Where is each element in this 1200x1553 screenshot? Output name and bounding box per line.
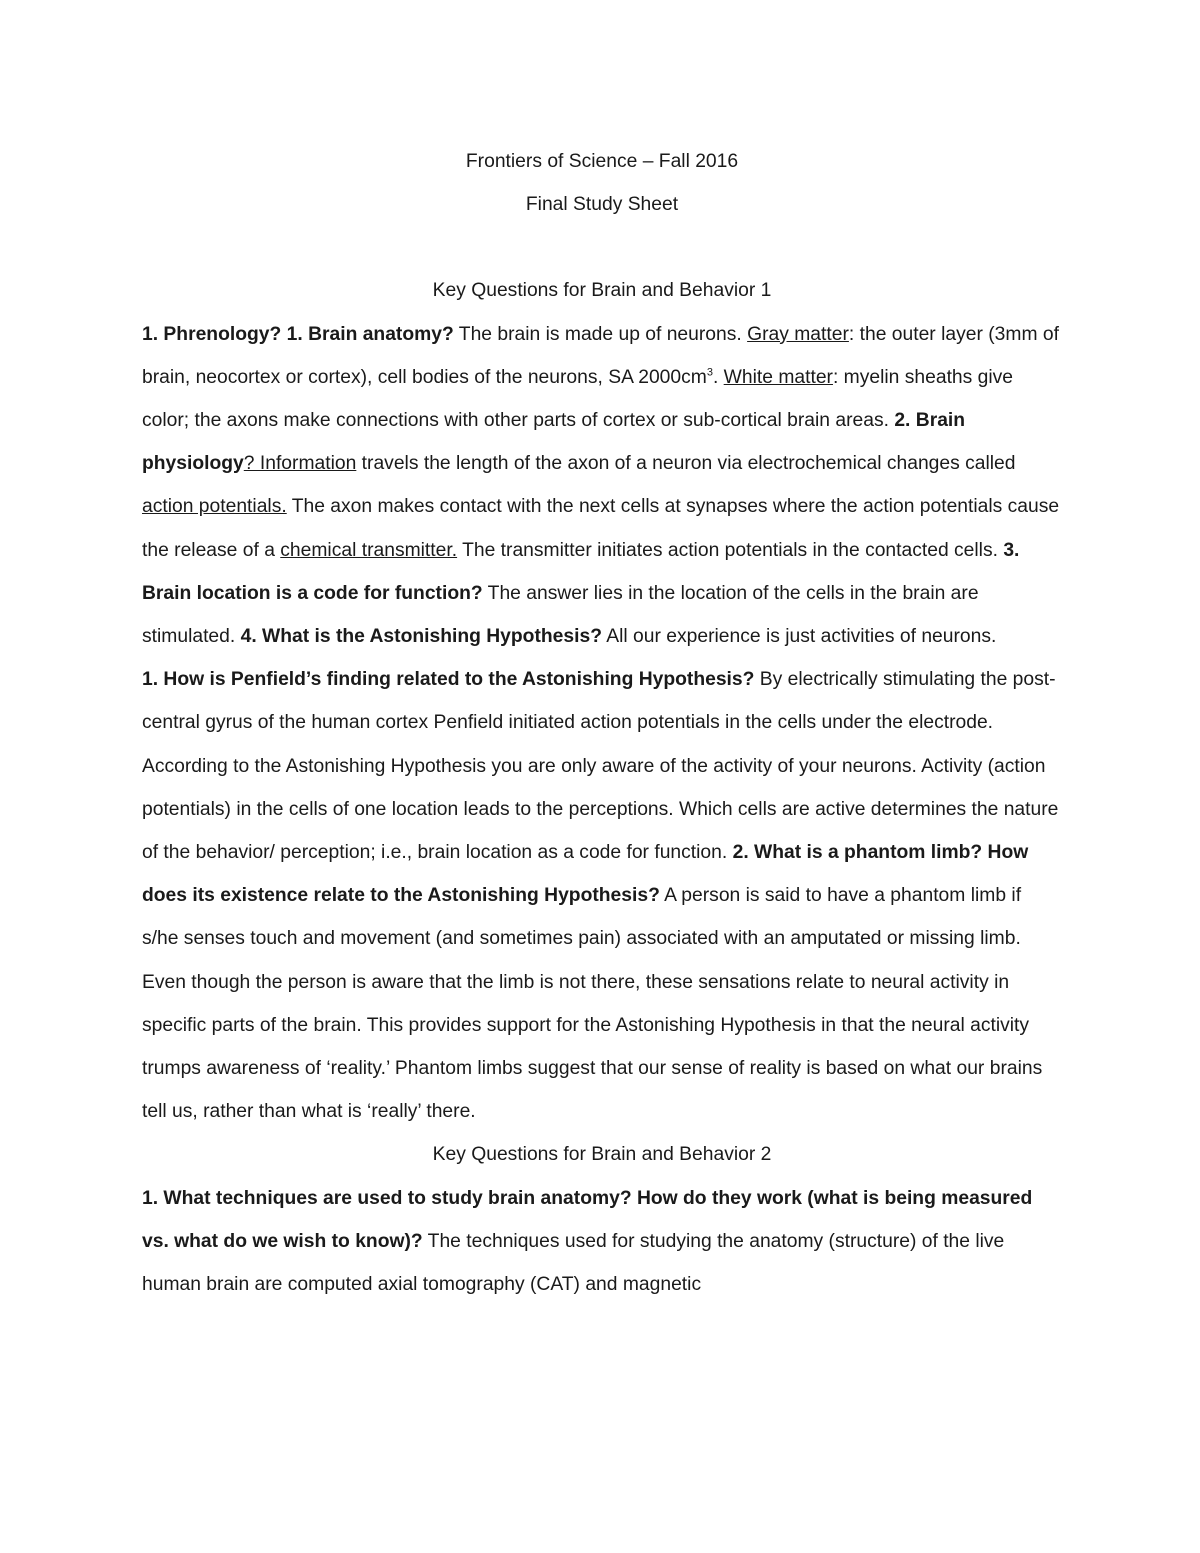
answer-text: The brain is made up of neurons. bbox=[453, 323, 748, 345]
question-label: 1. Phrenology? 1. Brain anatomy? bbox=[142, 323, 454, 345]
document-title: Frontiers of Science – Fall 2016 bbox=[465, 151, 739, 172]
answer-text: travels the length of the axon of a neuron via electrochemical changes called bbox=[356, 453, 1016, 475]
spacer bbox=[142, 226, 1062, 269]
answer-text: The techniques used for studying the anatomy (structure) of the live human brain are computed axial tomography (CAT) and magnetic bbox=[142, 1230, 1005, 1296]
answer-text: By electrically stimulating the post-central gyrus of the human cortex Penfield initiated action potentials in the cells under the electrode. According to the Astonishing Hypothesis you are only aware of the activity of your neurons. Activity (action potentials) in the cells of one location leads to the perceptions. Which cells are active determines the nature of the behavior/ perception; i.e., brain location as a code for function. bbox=[142, 669, 1059, 864]
answer-text: The answer lies in the location of the cells in the brain are stimulated. bbox=[142, 582, 979, 648]
answer-text: A person is said to have a phantom limb if s/he senses touch and movement (and sometimes pain) associated with an amputated or missing limb. Even though the person is aware that the limb is not there, these sensations relate to neural activity in specific parts of the brain. This provides support for the Astonishing Hypothesis in that the neural activity trumps awareness of ‘reality.’ Phantom limbs suggest that our sense of reality is based on what our brains tell us, rather than what is ‘really’ there. bbox=[142, 885, 1043, 1123]
term-chemical-transmitter: chemical transmitter. bbox=[280, 539, 458, 561]
question-label: 2. What is a phantom limb? How does its existence relate to the Astonishing Hypothesis? bbox=[142, 842, 1029, 907]
section-heading-2: Key Questions for Brain and Behavior 2 bbox=[432, 1144, 772, 1166]
term-white-matter: White matter bbox=[723, 366, 833, 388]
question-label: 1. What techniques are used to study brain anatomy? How do they work (what is being measured vs. what do we wish to know)? bbox=[142, 1187, 1033, 1252]
paragraph-brain-anatomy bbox=[142, 313, 1062, 659]
term-gray-matter: Gray matter bbox=[747, 323, 849, 345]
question-label: 4. What is the Astonishing Hypothesis? bbox=[240, 626, 602, 648]
answer-text: The transmitter initiates action potentials in the contacted cells. bbox=[457, 539, 1004, 561]
document-subtitle: Final Study Sheet bbox=[525, 194, 679, 216]
answer-text: : myelin sheaths give color; the axons make connections with other parts of cortex or sub-cortical brain areas. bbox=[142, 366, 1014, 432]
answer-text: All our experience is just activities of neurons. bbox=[601, 626, 997, 648]
question-label: 2. Brain physiology bbox=[142, 410, 966, 475]
answer-text: The axon makes contact with the next cells at synapses where the action potentials cause the release of a bbox=[142, 496, 1060, 561]
document-body bbox=[142, 140, 1062, 1306]
question-label: 1. How is Penfield’s finding related to the Astonishing Hypothesis? bbox=[142, 669, 755, 691]
term-information: ? Information bbox=[243, 453, 357, 475]
answer-text: : the outer layer (3mm of brain, neocortex or cortex), cell bodies of the neurons, SA 2000cm bbox=[142, 323, 1059, 388]
answer-text: . bbox=[712, 366, 724, 388]
question-label: 3. Brain location is a code for function? bbox=[142, 539, 1020, 604]
term-action-potentials: action potentials. bbox=[142, 496, 287, 518]
paragraph-penfield bbox=[142, 658, 1062, 1133]
section-heading-1: Key Questions for Brain and Behavior 1 bbox=[432, 280, 772, 302]
superscript: 3 bbox=[706, 366, 713, 379]
paragraph-techniques bbox=[142, 1177, 1062, 1307]
